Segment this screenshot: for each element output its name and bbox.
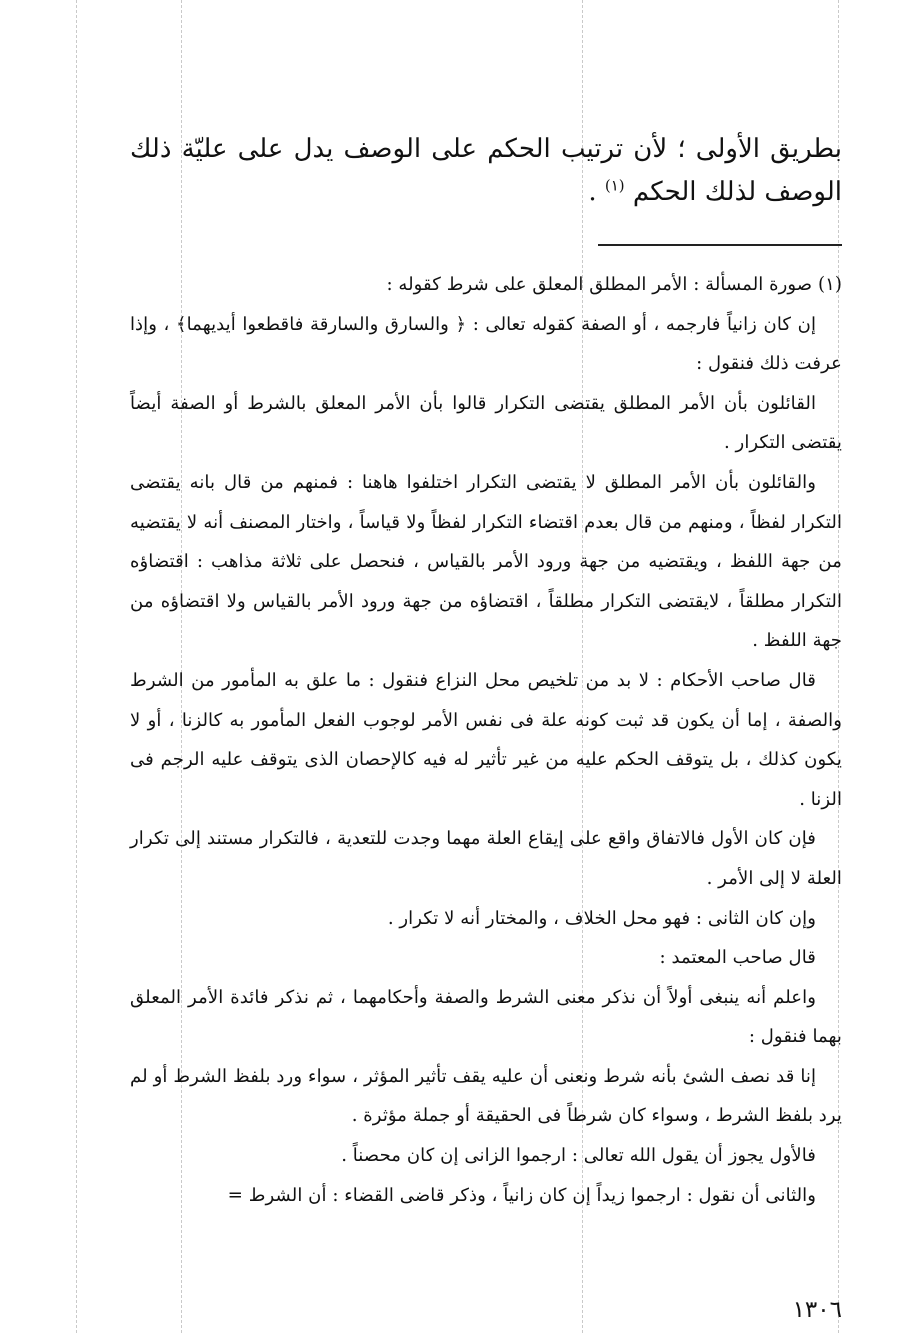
footnote-paragraph: واعلم أنه ينبغى أولاً أن نذكر معنى الشرط والصفة وأحكامهما ، ثم نذكر فائدة الأمر المعلق بهما فنقول : bbox=[130, 986, 842, 1048]
footnote-paragraph: قال صاحب المعتمد : bbox=[659, 947, 816, 969]
footnote-paragraph: والقائلون بأن الأمر المطلق لا يقتضى التكرار اختلفوا هاهنا : فمنهم من قال بانه يقتضى التكرار لفظاً ، ومنهم من قال بعدم اقتضاء التكرار لفظاً ولا قياساً ، واختار المصنف أنه لا يقتضيه من جهة اللفظ ، ويقتضيه من جهة ورود الأمر بالقياس ، فنحصل على ثلاثة مذاهب : اقتضاؤه التكرار مطلقاً ، لايقتضى التكرار مطلقاً ، اقتضاؤه من جهة ورود الأمر بالقياس ولا اقتضاؤه من جهة اللفظ . bbox=[130, 471, 842, 652]
footnote-paragraph: وإن كان الثانى : فهو محل الخلاف ، والمختار أنه لا تكرار . bbox=[387, 907, 816, 929]
scan-artifact-line bbox=[76, 0, 77, 1333]
main-text-block bbox=[130, 128, 842, 214]
footnotes-block bbox=[130, 265, 842, 1215]
footnote-paragraph: قال صاحب الأحكام : لا بد من تلخيص محل النزاع فنقول : ما علق به المأمور من الشرط والصفة ، إما أن يكون قد ثبت كونه علة فى نفس الأمر لوجوب الفعل المأمور به كالزنا ، أو لا يكون كذلك ، بل يتوقف الحكم عليه من غير تأثير له فيه كالإحصان الذى يتوقف عليه الرجم فى الزنا . bbox=[130, 669, 842, 810]
footnote-divider bbox=[598, 244, 842, 246]
footnote-paragraph: إنا قد نصف الشئ بأنه شرط ونعنى أن عليه يقف تأثير المؤثر ، سواء ورد بلفظ الشرط أو لم يرد بلفظ الشرط ، وسواء كان شرطاً فى الحقيقة أو جملة مؤثرة . bbox=[130, 1065, 842, 1127]
footnote-paragraph: فالأول يجوز أن يقول الله تعالى : ارجموا الزانى إن كان محصناً . bbox=[341, 1145, 816, 1167]
footnote-paragraph: والثانى أن نقول : ارجموا زيداً إن كان زانياً ، وذكر قاضى القضاء : أن الشرط = bbox=[227, 1184, 816, 1206]
page-number: ١٣٠٦ bbox=[792, 1297, 842, 1323]
footnote-paragraph: فإن كان الأول فالاتفاق واقع على إيقاع العلة مهما وجدت للتعدية ، فالتكرار مستند إلى تكرار العلة لا إلى الأمر . bbox=[130, 828, 842, 889]
main-body-text: بطريق الأولى ؛ لأن ترتيب الحكم على الوصف يدل على عليّة ذلك الوصف لذلك الحكم bbox=[130, 134, 842, 207]
footnote-paragraph: القائلون بأن الأمر المطلق يقتضى التكرار قالوا بأن الأمر المعلق بالشرط أو الصفة أيضاً يقتضى التكرار . bbox=[130, 392, 842, 454]
footnote-intro: (١) صورة المسألة : الأمر المطلق المعلق على شرط كقوله : bbox=[386, 274, 842, 295]
main-paragraph bbox=[130, 128, 842, 214]
footnote-ref-mark: (١) bbox=[604, 176, 625, 195]
main-end-punctuation: . bbox=[588, 177, 605, 207]
footnote-paragraph: إن كان زانياً فارجمه ، أو الصفة كقوله تعالى : ﴿ والسارق والسارقة فاقطعوا أيديهما﴾ ، وإذا عرفت ذلك فنقول : bbox=[130, 313, 842, 375]
